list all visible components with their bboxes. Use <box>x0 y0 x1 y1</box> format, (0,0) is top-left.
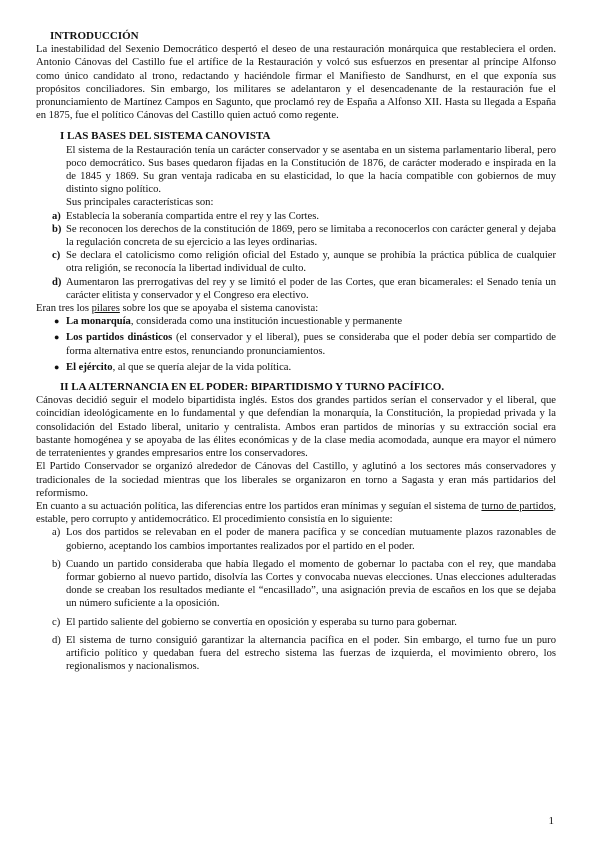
pillars-list <box>36 315 556 374</box>
bullet-icon: ● <box>54 316 60 327</box>
list-marker: a) <box>52 210 61 222</box>
list-item <box>36 331 556 357</box>
section1-heading: I LAS BASES DEL SISTEMA CANOVISTA <box>60 130 271 143</box>
section2-paragraph-2: El Partido Conservador se organizó alrededor de Cánovas del Castillo, y aglutinó a los sectores más conservadores y tradicionales de la sociedad mientras que los liberales se organizaron en torno a Sagasta y eran más partidarios del reformismo. <box>36 461 556 499</box>
steps-list <box>36 526 556 673</box>
list-item <box>36 315 556 328</box>
section2-heading: II LA ALTERNANCIA EN EL PODER: BIPARTIDISMO Y TURNO PACÍFICO. <box>60 381 445 394</box>
pillar-term: Los partidos dinásticos <box>66 332 173 344</box>
list-item <box>36 634 556 674</box>
list-item-text: Los dos partidos se relevaban en el poder de manera pacífica y se concedían mutuamente plazos razonables de gobierno, aceptando los cambios importantes realizados por el partido en el poder. <box>66 527 556 552</box>
list-marker: d) <box>52 634 61 646</box>
intro-paragraph: La inestabilidad del Sexenio Democrático despertó el deseo de una restauración monárquica que restableciera el orden. Antonio Cánovas del Castillo fue el artífice de la Restauración y volcó sus esfuerzos en presentar al príncipe Alfonso como único candidato al trono, redactando y haciéndole firmar el Manifiesto de Sandhurst, en el que exponía sus propósitos conciliadores. Sin embargo, los militares se adelantaron y el desencadenante de la restauración fue el pronunciamiento de Martínez Campos en Sagunto, que proclamó rey de España a Alfonso XII. Hasta su llegada a España en 1875, fue el político Cánovas del Castillo quien actuó como regente. <box>36 44 556 122</box>
list-item <box>36 249 556 275</box>
list-item-text: Establecía la soberanía compartida entre el rey y las Cortes. <box>66 210 319 222</box>
pillar-text: (el conservador y el liberal), pues se consideraba que el poder debía ser compartido de forma alternativa entre estos, renunciando pronunciamientos. <box>66 332 556 357</box>
pillars-underlined: pilares <box>91 303 120 315</box>
pillar-term: El ejército <box>66 361 113 373</box>
list-item-text: Cuando un partido consideraba que había llegado el momento de gobernar lo pactaba con el rey, que mandaba formar gobierno al nuevo partido, disolvía las Cortes y convocaba nuevas elecciones. Unas elecciones adulteradas donde se creaban los resultados mediante el “encasillado”, una asignación previa de escaños en los que se dejaba un número suficiente a la oposición. <box>66 558 556 610</box>
list-item <box>36 616 556 629</box>
list-item-text: Se reconocen los derechos de la constitución de 1869, pero se limitaba a reconocerlos con carácter general y dejaba la regulación concreta de su ejercicio a las leyes ordinarias. <box>66 223 556 249</box>
bullet-icon: ● <box>54 332 60 343</box>
turno-underlined: turno de partidos <box>481 500 554 512</box>
list-marker: c) <box>52 616 61 628</box>
document-page <box>36 30 556 673</box>
features-intro: Sus principales características son: <box>66 197 214 209</box>
pillars-intro: Eran tres los pilares sobre los que se apoyaba el sistema canovista: <box>36 303 319 315</box>
bullet-icon: ● <box>54 361 60 372</box>
list-marker: b) <box>52 223 62 235</box>
list-item <box>36 276 556 302</box>
section2-paragraph-1: Cánovas decidió seguir el modelo bipartidista inglés. Estos dos grandes partidos serían el conservador y el liberal, que coincidían ideológicamente en lo fundamental y que defendían la monarquía, la Constitución, la propiedad privada y la consolidación del Estado liberal, unitario y centralista. Ambos eran partidos de minorías y su extracción social era bastante homogénea y se apoyaba de las élites económicas y de la clase media acomodada, aunque era mayor el número de terratenientes y grandes empresarios entre los conservadores. <box>36 395 556 460</box>
pillar-text: , considerada como una institución incuestionable y permanente <box>130 316 403 328</box>
list-item <box>36 526 556 552</box>
pillar-term: La monarquía <box>66 316 131 328</box>
list-marker: a) <box>52 527 61 539</box>
list-item <box>36 210 556 223</box>
intro-heading: INTRODUCCIÓN <box>50 30 139 42</box>
list-item-text: Se declara el catolicismo como religión oficial del Estado y, aunque se prohibía la práctica pública de cualquier otra religión, se reconocía la libertad individual de culto. <box>66 250 556 275</box>
list-marker: b) <box>52 558 61 570</box>
list-item <box>36 223 556 249</box>
list-marker: d) <box>52 276 62 288</box>
section1-paragraph: El sistema de la Restauración tenía un carácter conservador y se asentaba en un sistema parlamentario liberal, pero poco democrático. Sus bases quedaron fijadas en la Constitución de 1876, de carácter moderado e inspirada en la de 1845 y 1869. Su gran ventaja radicaba en su elasticidad, lo que la hacía compatible con gobiernos de muy distinto signo político. <box>66 144 556 196</box>
list-item <box>36 361 556 374</box>
features-list <box>36 210 556 302</box>
list-item-text: Aumentaron las prerrogativas del rey y se limitó el poder de las Cortes, que eran bicamerales: el Senado tenía un carácter elitista y conservador y el Congreso era electivo. <box>66 276 556 301</box>
page-number: 1 <box>548 815 554 827</box>
pillar-text: , al que se quería alejar de la vida política. <box>112 361 292 373</box>
section2-paragraph-3: En cuanto a su actuación política, las diferencias entre los partidos eran mínimas y seguían el sistema de turno de partidos, estable, pero corrupto y antidemocrático. El procedimiento consistía en lo siguiente: <box>36 500 557 526</box>
list-item-text: El sistema de turno consiguió garantizar la alternancia pacífica en el poder. Sin embargo, el turno fue un puro artificio político y quedaban fuera del estrecho sistema las fuerzas de izquierda, el movimiento obrero, los regionalismos y nacionalismos. <box>66 634 556 673</box>
list-item <box>36 558 556 611</box>
list-marker: c) <box>52 250 61 262</box>
list-item-text: El partido saliente del gobierno se convertía en oposición y esperaba su turno para gobernar. <box>66 616 457 628</box>
